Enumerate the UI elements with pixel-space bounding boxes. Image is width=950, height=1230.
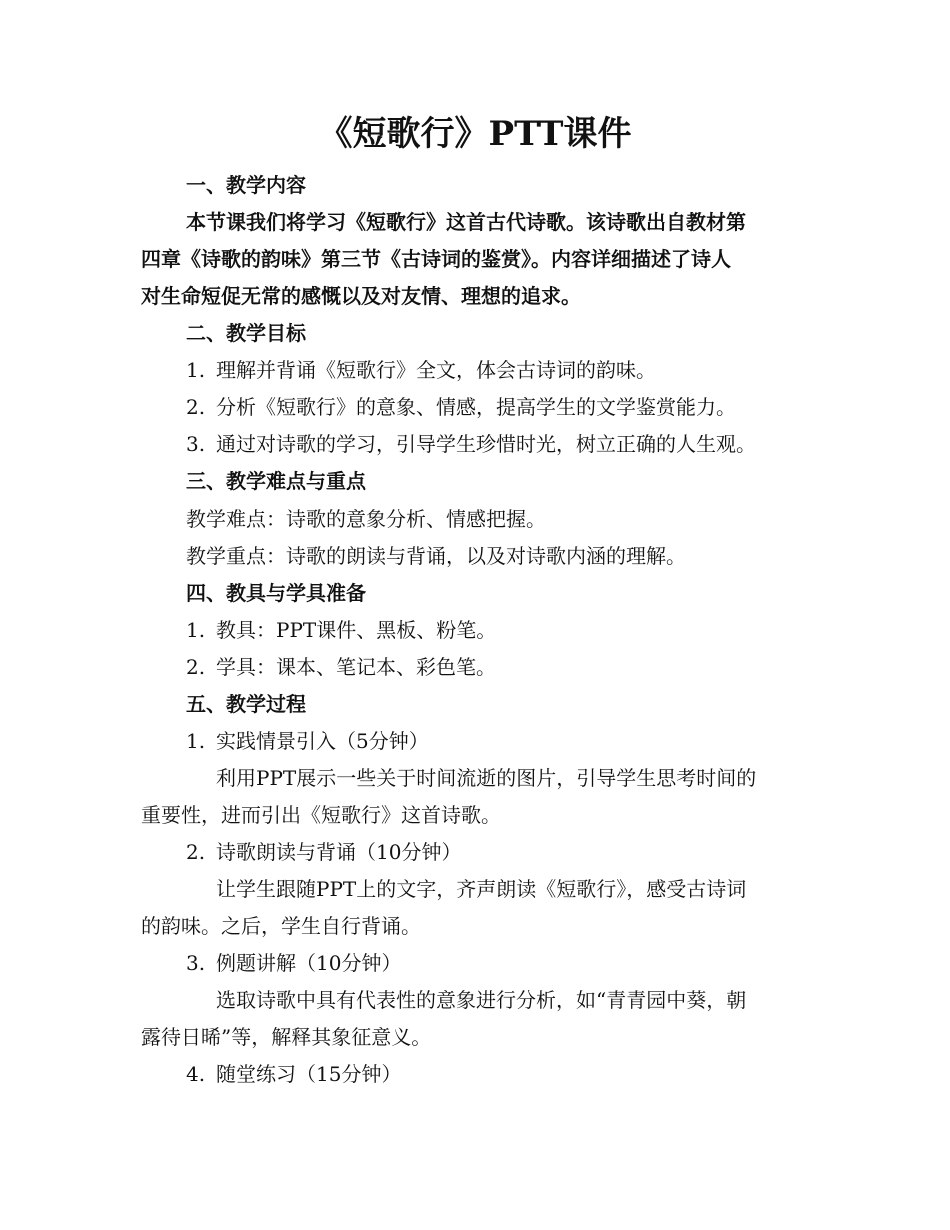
list-item	[186, 652, 496, 682]
list-text: 学具：课本、笔记本、彩色笔。	[216, 655, 496, 679]
list-text: 理解并背诵《短歌行》全文，体会古诗词的韵味。	[216, 358, 656, 382]
step-description-line: 利用PPT展示一些关于时间流逝的图片，引导学生思考时间的	[216, 766, 757, 790]
paragraph-line: 对生命短促无常的感慨以及对友情、理想的追求。	[141, 284, 581, 308]
document-title: 《短歌行》PTT课件	[318, 114, 632, 154]
section-heading-tools: 四、教具与学具准备	[186, 581, 366, 605]
step-description-line: 露待日晞”等，解释其象征意义。	[141, 1025, 432, 1049]
step-description-line: 的韵味。之后，学生自行背诵。	[141, 914, 421, 938]
list-text: 通过对诗歌的学习，引导学生珍惜时光，树立正确的人生观。	[216, 432, 756, 456]
section-heading-process: 五、教学过程	[186, 692, 306, 716]
step-number: 3.	[186, 951, 206, 975]
list-item	[186, 615, 496, 645]
step-title: 随堂练习（15分钟）	[216, 1062, 402, 1086]
step-description-line: 选取诗歌中具有代表性的意象进行分析，如“青青园中葵，朝	[216, 988, 747, 1012]
list-number: 3.	[186, 432, 206, 456]
process-step	[186, 837, 461, 867]
process-step	[186, 726, 429, 756]
list-number: 1.	[186, 618, 206, 642]
process-step	[186, 948, 401, 978]
paragraph-line: 教学重点：诗歌的朗读与背诵，以及对诗歌内涵的理解。	[186, 544, 686, 568]
list-number: 1.	[186, 358, 206, 382]
section-heading-goals: 二、教学目标	[186, 321, 306, 345]
step-title: 诗歌朗读与背诵（10分钟）	[216, 840, 462, 864]
list-number: 2.	[186, 395, 206, 419]
step-title: 实践情景引入（5分钟）	[216, 729, 429, 753]
list-item	[186, 429, 756, 459]
list-text: 教具：PPT课件、黑板、粉笔。	[216, 618, 497, 642]
step-number: 1.	[186, 729, 206, 753]
process-step	[186, 1059, 401, 1089]
paragraph-line: 教学难点：诗歌的意象分析、情感把握。	[186, 507, 546, 531]
list-number: 2.	[186, 655, 206, 679]
paragraph-line: 本节课我们将学习《短歌行》这首古代诗歌。该诗歌出自教材第	[186, 210, 746, 234]
section-heading-key-points: 三、教学难点与重点	[186, 469, 366, 493]
step-description-line: 重要性，进而引出《短歌行》这首诗歌。	[141, 803, 501, 827]
list-item	[186, 355, 656, 385]
step-description-line: 让学生跟随PPT上的文字，齐声朗读《短歌行》，感受古诗词	[216, 877, 747, 901]
step-title: 例题讲解（10分钟）	[216, 951, 402, 975]
list-text: 分析《短歌行》的意象、情感，提高学生的文学鉴赏能力。	[216, 395, 736, 419]
section-heading-content: 一、教学内容	[186, 173, 306, 197]
list-item	[186, 392, 736, 422]
paragraph-line: 四章《诗歌的韵味》第三节《古诗词的鉴赏》。内容详细描述了诗人	[141, 247, 731, 271]
step-number: 2.	[186, 840, 206, 864]
step-number: 4.	[186, 1062, 206, 1086]
